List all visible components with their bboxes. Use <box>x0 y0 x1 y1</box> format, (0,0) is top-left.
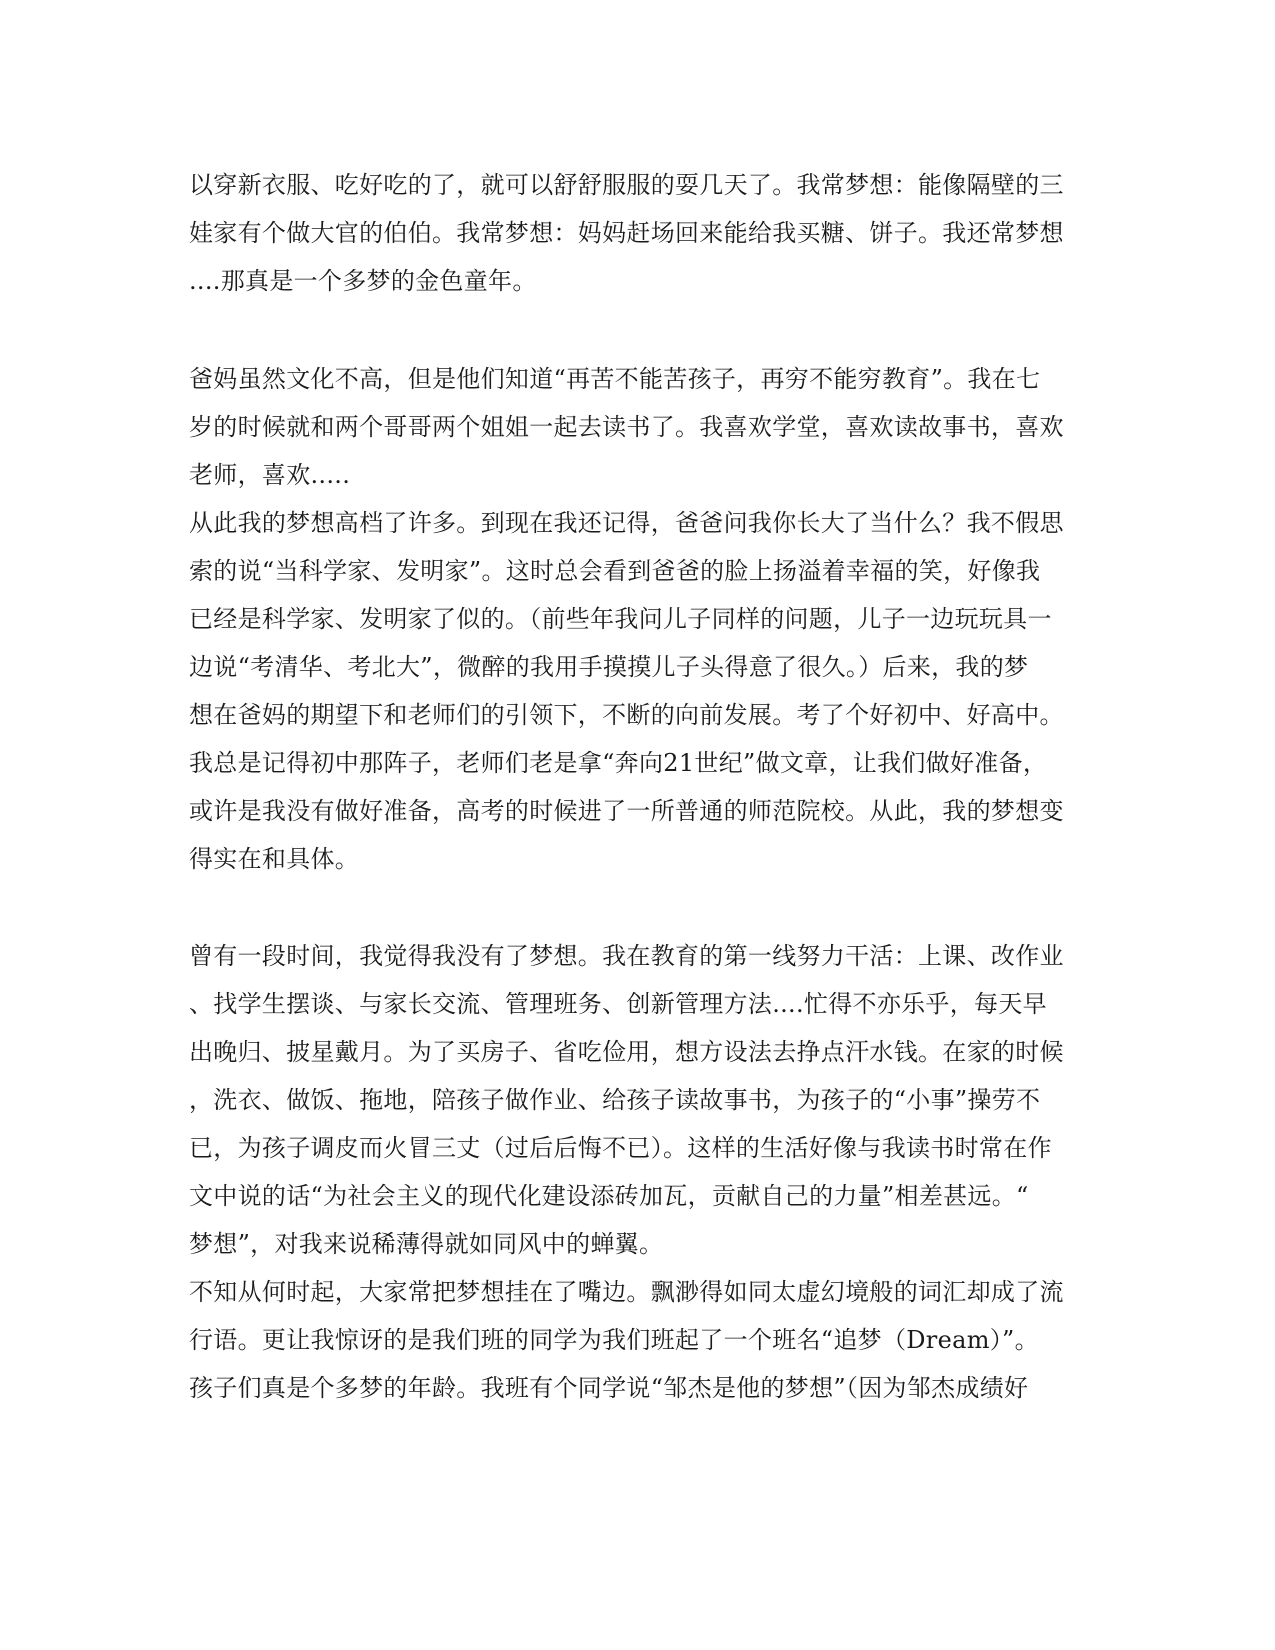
text-line: 行语。更让我惊讶的是我们班的同学为我们班起了一个班名“追梦（Dream）”。 <box>189 1326 1039 1354</box>
text-line: 或许是我没有做好准备，高考的时候进了一所普通的师范院校。从此，我的梦想变 <box>189 797 1064 825</box>
text-line: 得实在和具体。 <box>189 845 360 873</box>
paragraph-4 <box>189 932 1089 1268</box>
text-line: 岁的时候就和两个哥哥两个姐姐一起去读书了。我喜欢学堂，喜欢读故事书，喜欢 <box>189 413 1064 441</box>
text-line: 已，为孩子调皮而火冒三丈（过后后悔不已）。这样的生活好像与我读书时常在作 <box>189 1134 1052 1162</box>
text-line: 已经是科学家、发明家了似的。（前些年我问儿子同样的问题，儿子一边玩玩具一 <box>189 605 1052 633</box>
text-line: 孩子们真是个多梦的年龄。我班有个同学说“邹杰是他的梦想”（因为邹杰成绩好 <box>189 1374 1029 1402</box>
paragraph-3 <box>189 451 1089 883</box>
text-line: 出晚归、披星戴月。为了买房子、省吃俭用，想方设法去挣点汗水钱。在家的时候 <box>189 1038 1064 1066</box>
text-line: ，洗衣、做饭、拖地，陪孩子做作业、给孩子读故事书，为孩子的“小事”操劳不 <box>189 1086 1041 1114</box>
text-line: 爸妈虽然文化不高，但是他们知道“再苦不能苦孩子，再穷不能穷教育”。我在七 <box>189 365 1041 393</box>
text-line: 索的说“当科学家、发明家”。这时总会看到爸爸的脸上扬溢着幸福的笑，好像我 <box>189 557 1041 585</box>
text-line: 边说“考清华、考北大”，微醉的我用手摸摸儿子头得意了很久。）后来，我的梦 <box>189 653 1029 681</box>
text-line: 、找学生摆谈、与家长交流、管理班务、创新管理方法....忙得不亦乐乎，每天早 <box>189 990 1047 1018</box>
text-line: 想在爸妈的期望下和老师们的引领下，不断的向前发展。考了个好初中、好高中。 <box>189 701 1064 729</box>
text-line: 文中说的话“为社会主义的现代化建设添砖加瓦，贡献自己的力量”相差甚远。“ <box>189 1182 1029 1210</box>
paragraph-5 <box>189 1268 1089 1412</box>
text-line: 不知从何时起，大家常把梦想挂在了嘴边。飘渺得如同太虚幻境般的词汇却成了流 <box>189 1278 1064 1306</box>
text-line: 梦想”，对我来说稀薄得就如同风中的蝉翼。 <box>189 1230 664 1258</box>
text-line: 老师，喜欢..... <box>189 461 351 489</box>
text-line: 娃家有个做大官的伯伯。我常梦想：妈妈赶场回来能给我买糖、饼子。我还常梦想 <box>189 219 1064 247</box>
text-line: 曾有一段时间，我觉得我没有了梦想。我在教育的第一线努力干活：上课、改作业 <box>189 942 1064 970</box>
paragraph-1 <box>189 161 1089 305</box>
text-line: 以穿新衣服、吃好吃的了，就可以舒舒服服的耍几天了。我常梦想：能像隔壁的三 <box>189 171 1064 199</box>
text-line: ....那真是一个多梦的金色童年。 <box>189 267 537 295</box>
paragraph-2 <box>189 355 1089 451</box>
text-line: 我总是记得初中那阵子，老师们老是拿“奔向21世纪”做文章，让我们做好准备， <box>189 749 1048 777</box>
text-line: 从此我的梦想高档了许多。到现在我还记得，爸爸问我你长大了当什么？我不假思 <box>189 509 1064 537</box>
